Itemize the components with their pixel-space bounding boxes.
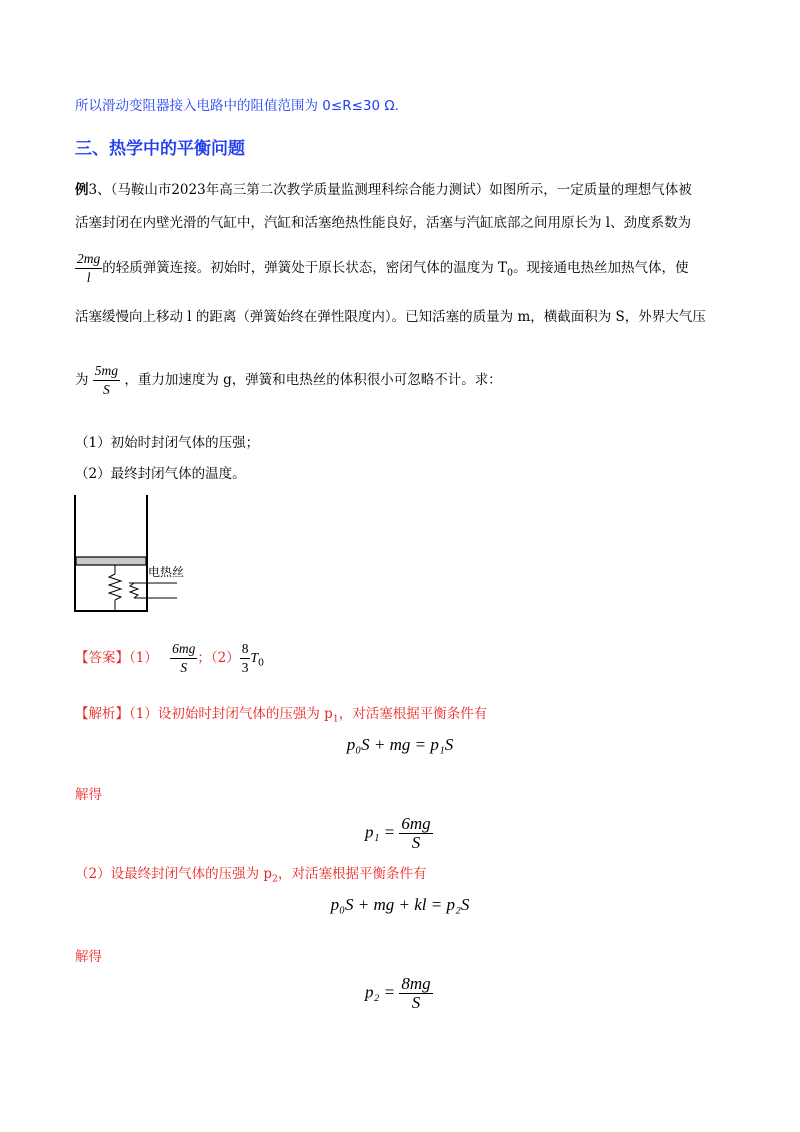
answer-tail-subscript: 0 <box>258 657 265 669</box>
analysis-line2-text: （2）设最终封闭气体的压强为 p <box>75 866 273 882</box>
spring-constant-fraction <box>75 250 102 287</box>
fraction-denominator: S <box>180 660 188 675</box>
fraction-numerator: 6mg <box>170 640 197 659</box>
fraction-denominator: 3 <box>241 660 249 675</box>
example-source: （马鞍山市2023年高三第二次教学质量监测理科综合能力测试）如图所示，一定质量的理想气体被 <box>110 182 692 198</box>
line3-subscript: 0 <box>507 267 514 279</box>
example-label: 例 <box>75 182 89 198</box>
equation-lhs: p₁ = <box>365 822 396 842</box>
analysis-label: 【解析】 <box>75 706 129 722</box>
example-line-4: 活塞缓慢向上移动 l 的距离（弹簧始终在弹性限度内）。已知活塞的质量为 m，横截面积为 S，外界大气压 <box>75 309 706 325</box>
question-2: （2）最终封闭气体的温度。 <box>75 466 246 482</box>
fraction-denominator: S <box>103 382 110 397</box>
fraction-numerator: 6mg <box>401 814 431 833</box>
analysis-line1-end: ，对活塞根据平衡条件有 <box>338 706 488 722</box>
fraction-denominator: l <box>86 270 91 285</box>
fraction-denominator: S <box>411 993 421 1012</box>
answer-separator: ；（2） <box>197 650 240 666</box>
section-heading: 三、热学中的平衡问题 <box>75 139 245 159</box>
analysis-line-2 <box>75 864 427 890</box>
analysis-line2-sub: 2 <box>272 873 279 885</box>
fraction-numerator: 8mg <box>401 974 431 993</box>
heater-coil <box>130 583 138 598</box>
cylinder-figure <box>72 492 202 614</box>
equation-1: p₀S + mg = p₁S <box>346 735 454 754</box>
example-line-2: 活塞封闭在内壁光滑的气缸中，汽缸和活塞绝热性能良好，活塞与汽缸底部之间用原长为 l、劲度系数为 <box>75 215 692 231</box>
fraction-numerator: 5mg <box>93 362 120 381</box>
cylinder-diagram <box>72 492 202 614</box>
answer-fraction-1 <box>170 640 197 677</box>
analysis-line1-text: （1）设初始时封闭气体的压强为 p <box>129 706 333 722</box>
heater-label: 电热丝 <box>148 565 185 579</box>
equation-4 <box>365 975 433 1012</box>
equation-fraction <box>399 975 432 1012</box>
example-number: 3、 <box>88 182 111 198</box>
equation-lhs: p₂ = <box>365 982 396 1002</box>
question-1: （1）初始时封闭气体的压强； <box>75 435 260 451</box>
example-line-3 <box>75 250 689 287</box>
line3-end: 。现接通电热丝加热气体，使 <box>513 260 689 276</box>
fraction-numerator: 2mg <box>75 250 102 269</box>
solve-label-1: 解得 <box>75 787 102 803</box>
answer-label: 【答案】（1） <box>75 650 158 666</box>
example-line-5 <box>75 362 502 399</box>
line3-text: 的轻质弹簧连接。初始时，弹簧处于原长状态，密闭气体的温度为 T <box>102 260 508 276</box>
answer-fraction-2 <box>240 640 251 677</box>
solve-label-2: 解得 <box>75 949 102 965</box>
equation-3: p₀S + mg + kl = p₂S <box>330 895 470 914</box>
fraction-numerator: 8 <box>240 640 251 659</box>
pressure-fraction <box>93 362 120 399</box>
analysis-line-1 <box>75 704 487 730</box>
answer-line <box>75 640 264 677</box>
equation-fraction <box>399 815 432 852</box>
answer-tail: T <box>250 650 258 665</box>
fraction-denominator: S <box>411 833 421 852</box>
top-line: 所以滑动变阻器接入电路中的阻值范围为 0≤R≤30 Ω. <box>75 98 399 114</box>
line5-prefix: 为 <box>75 372 89 388</box>
spring-coil <box>109 574 121 600</box>
analysis-line1-sub: 1 <box>332 713 339 725</box>
example-line-1 <box>75 180 692 200</box>
analysis-line2-end: ，对活塞根据平衡条件有 <box>278 866 427 882</box>
piston <box>76 557 146 565</box>
line5-suffix: ，重力加速度为 g，弹簧和电热丝的体积很小可忽略不计。求： <box>124 372 502 388</box>
equation-2 <box>365 815 433 852</box>
